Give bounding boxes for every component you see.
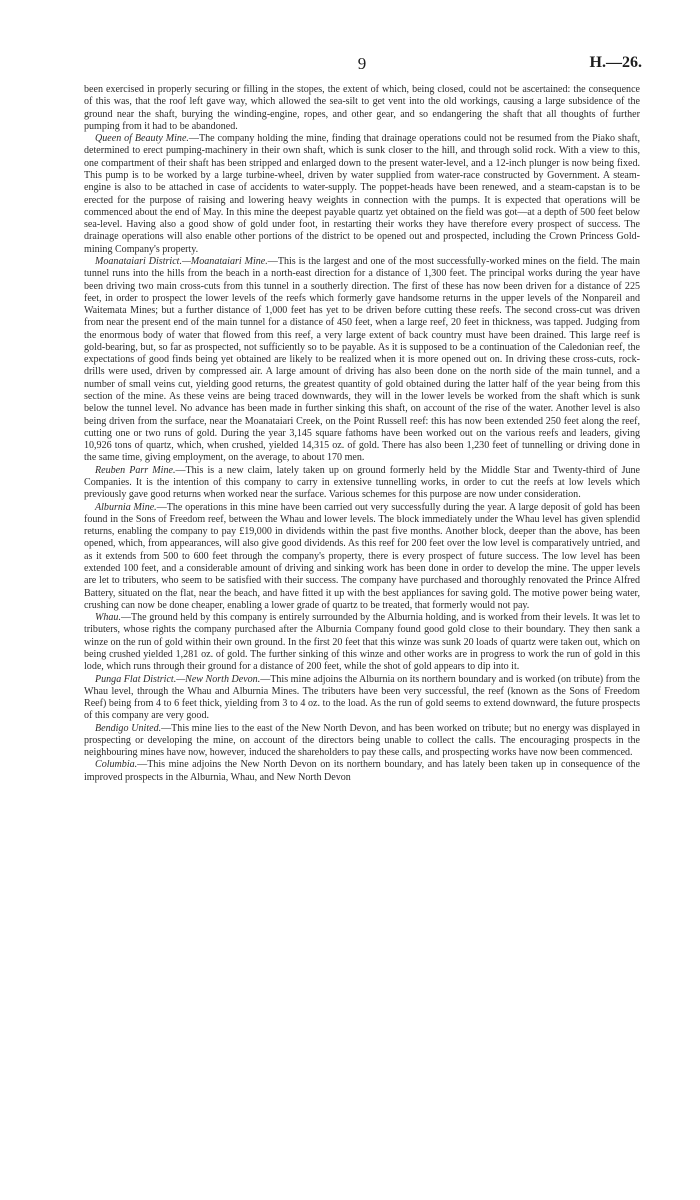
paragraph-heading: Whau. — [95, 612, 121, 624]
paragraph-text: —This mine adjoins the New North Devon on its northern boundary, and has lately been taken up in consequence of the improved prospects in the Alburnia, Whau, and New North Devon — [84, 759, 640, 783]
paragraph-whau — [84, 612, 640, 673]
page-number: 9 — [357, 54, 367, 73]
document-reference: H.—26. — [589, 54, 642, 71]
paragraph-queen-of-beauty — [84, 133, 640, 256]
paragraph-heading: Alburnia Mine. — [95, 501, 157, 513]
paragraph-text: been exercised in properly securing or filling in the stopes, the extent of which, being closed, could not be ascertained: the consequence of this was, that the roof left gave way, which allowed the sea-silt to get vent into the old workings, causing a large subsidence of the ground near the shaft, burying the winding-engine, ropes, and other gear, and so endangering the shaft that all thoughts of further pumping from it had to be abandoned. — [84, 84, 640, 132]
report-body — [84, 84, 640, 784]
paragraph-heading: Queen of Beauty Mine. — [95, 133, 189, 145]
paragraph-heading: Reuben Parr Mine. — [95, 464, 176, 476]
page-header — [84, 54, 640, 76]
paragraph-alburnia — [84, 502, 640, 613]
paragraph-heading: Moanataiari District.—Moanataiari Mine. — [95, 255, 268, 267]
paragraph-heading: Bendigo United. — [95, 722, 162, 734]
paragraph-text: —This mine adjoins the Alburnia on its northern boundary and is worked (on tribute) from the Whau level, through the Whau and Alburnia Mines. The tributers have been very successful, the reef (known as the Sons of Freedom Reef) being from 4 to 6 feet thick, yielding from 3 to 4 oz. to the load. As the run of gold seems to extend downward, the future prospects of this company are very good. — [84, 673, 640, 722]
paragraph-text: —This is the largest and one of the most successfully-worked mines on the field. The main tunnel runs into the hills from the beach in a north-east direction for a distance of 1,300 feet. The principal works during the year have been driving two main cross-cuts from this tunnel in a southerly direction. The first of these has now been driven for a distance of 225 feet, in order to prospect the lower levels of the reefs which formerly gave handsome returns in the upper levels of the Nonpareil and Waitemata Mines; but a further distance of 1,000 feet has yet to be driven before cutting these reefs. The second cross-cut was driven from near the present end of the main tunnel for a distance of 450 feet, when a large reef, 20 feet in thickness, was tapped. Judging from the enormous body of water that flowed from this reef, a very large extent of back country must have been drained. This large reef is gold-bearing, but, so far as prospected, not sufficiently so to be payable. As it is supposed to be a continuation of the Caledonian reef, the expectations of good finds being yet obtained are likely to be realized when it is more opened out on. In driving these cross-cuts, rock-drills were used, driven by compressed air. A large amount of driving has also been done on the north side of the main tunnel, and a number of small veins cut, yielding good returns, the greatest quantity of gold obtained during the latter half of the year being from this section of the mine. As these veins are being traced downwards, they will in the lower levels be worked from the shaft which is sunk below the tunnel level. No advance has been made in further sinking this shaft, on account of the rise of the water. Another level is also being driven from the surface, near the Moanataiari Creek, on the Point Russell reef: this has now been extended 250 feet along the reef, cutting one or two runs of gold. During the year 3,145 square fathoms have been worked out on the various reefs and leaders, giving 10,926 tons of quartz, which, when crushed, yielded 14,315 oz. of gold. There has also been 1,230 feet of tunnelling or driving done in the same time, giving employment, on the average, to about 170 men. — [84, 255, 640, 464]
paragraph-heading: Punga Flat District.—New North Devon. — [95, 673, 261, 685]
paragraph-bendigo-united — [84, 723, 640, 760]
paragraph-moanataiari — [84, 256, 640, 465]
paragraph-continuation — [84, 84, 640, 133]
paragraph-reuben-parr — [84, 465, 640, 502]
paragraph-columbia — [84, 759, 640, 784]
paragraph-text: —The ground held by this company is entirely surrounded by the Alburnia holding, and is worked from their levels. It was let to tributers, whose rights the company purchased after the Alburnia Company found good gold close to their boundary. They then sank a winze on the run of gold within their own ground. In the first 20 feet that this winze was sunk 20 loads of quartz were taken out, which on being crushed yielded 1,281 oz. of gold. The further sinking of this winze and other works are in progress to work the run of gold in this lode, which runs through their ground for a distance of 200 feet, while the shot of gold appears to dip into it. — [84, 612, 640, 673]
paragraph-heading: Columbia. — [95, 759, 138, 771]
paragraph-text: —This mine lies to the east of the New North Devon, and has been worked on tribute; but no energy was displayed in prospecting or developing the mine, on account of the directors being unable to collect the calls. The encouraging prospects in the neighbouring mines have now, however, induced the shareholders to pay these calls, and prospecting works have now been commenced. — [84, 722, 640, 759]
paragraph-text: —This is a new claim, lately taken up on ground formerly held by the Middle Star and Twenty-third of June Companies. It is the intention of this company to carry in extensive tunnelling works, in order to cut the reefs at low levels which previously gave good returns when worked near the surface. Various schemes for this purpose are now under consideration. — [84, 464, 640, 501]
paragraph-text: —The operations in this mine have been carried out very successfully during the year. A large deposit of gold has been found in the Sons of Freedom reef, between the Whau and lower levels. The block immediately under the Whau level has given splendid returns, enabling the company to pay £19,000 in dividends within the past five months. Another block, deeper than the above, has been opened, which, from appearances, will also give good dividends. As this reef for 200 feet over the low level is comparatively untried, and as it extends from 500 to 600 feet through the company's property, there is every prospect of future success. The low level has been extended 100 feet, and a considerable amount of driving and sinking work has been done in order to develop the mine. The upper levels are let to tributers, who seem to be satisfied with their success. The company have purchased and thoroughly renovated the Prince Alfred Battery, situated on the flat, near the beach, and have fitted it up with the best appliances for saving gold. The motive power being water, crushing can now be done cheaper, enabling a lower grade of quartz to be treated, that formerly would not pay. — [84, 501, 641, 611]
paragraph-text: —The company holding the mine, finding that drainage operations could not be resumed from the Piako shaft, determined to erect pumping-machinery in their own shaft, which is sunk closer to the hill, and through solid rock. With a view to this, one compartment of their shaft has been stripped and enlarged down to the present water-level, and a 12-inch plunger is now being fixed. This pump is to be worked by a large turbine-wheel, driven by water supplied from water-race constructed by Government. A steam-engine is also to be attached in case of accidents to water-supply. The poppet-heads have been renewed, and a steam-capstan is to be erected for the purpose of raising and lowering heavy weights in connection with the pumps. It is expected that operations will be commenced about the end of May. In this mine the deepest payable quartz yet obtained on the field was got—at a depth of 500 feet below sea-level. Having also a good show of gold under foot, in restarting their works they have therefore every prospect of success. The drainage operations will also enable other portions of the district to be opened out and prospected, including the Crown Princess Gold-mining Company's property. — [84, 133, 641, 255]
paragraph-new-north-devon — [84, 674, 640, 723]
